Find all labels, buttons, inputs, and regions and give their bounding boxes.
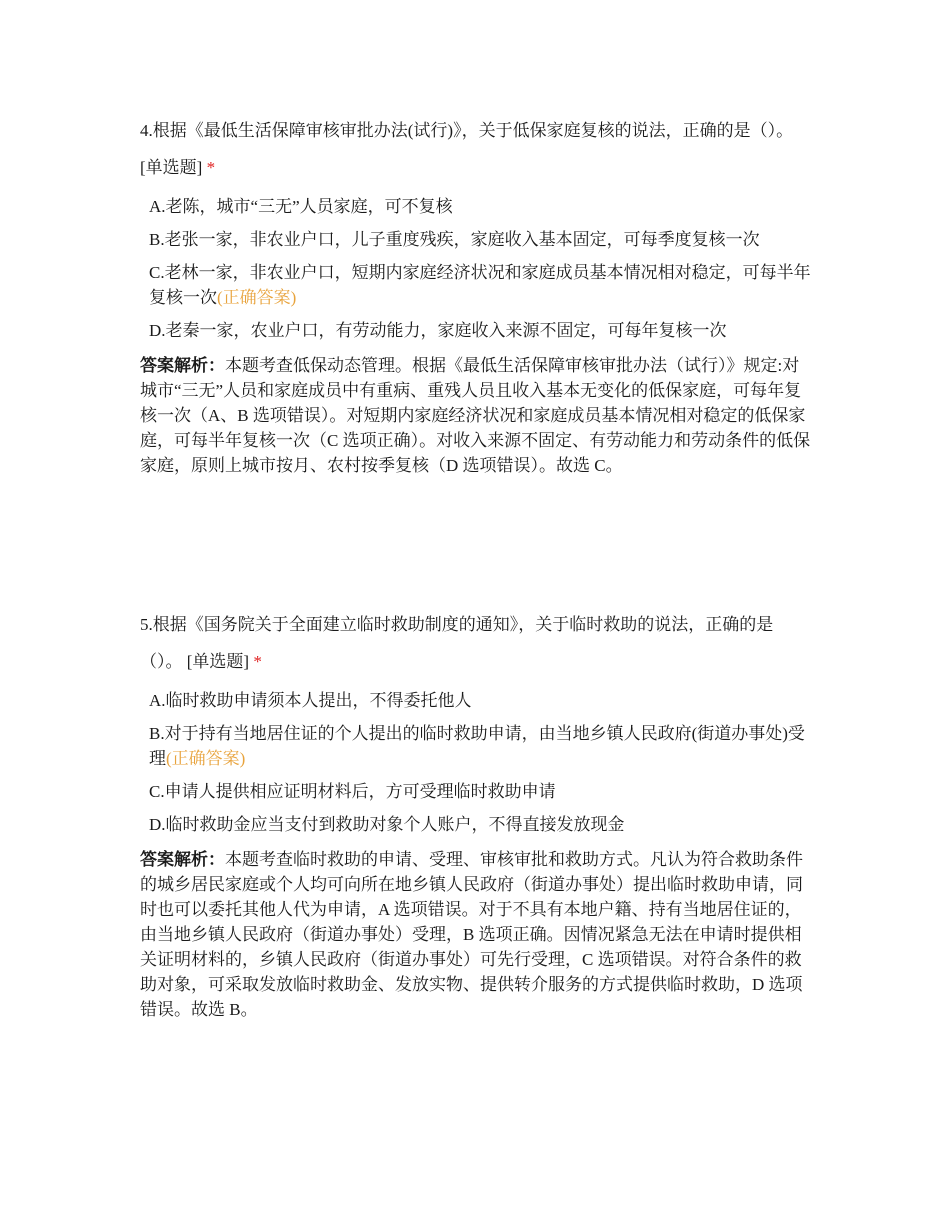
option-list <box>149 194 812 343</box>
option-d[interactable] <box>149 318 812 343</box>
question-stem <box>140 606 812 680</box>
analysis-text: 本题考查临时救助的申请、受理、审核审批和救助方式。凡认为符合救助条件的城乡居民家庭或个人均可向所在地乡镇人民政府（街道办事处）提出临时救助申请，同时也可以委托其他人代为申请，A 选项错误。对于不具有本地户籍、持有当地居住证的，由当地乡镇人民政府（街道办事处）受理，B 选项正确。因情况紧急无法在申请时提供相关证明材料的，乡镇人民政府（街道办事处）可先行受理，C 选项错误。对符合条件的救助对象，可采取发放临时救助金、发放实物、提供转介服务的方式提供临时救助，D 选项错误。故选 B。 <box>140 850 803 1019</box>
option-list <box>149 688 812 837</box>
option-a[interactable] <box>149 194 812 219</box>
question-stem <box>140 112 812 186</box>
option-a[interactable] <box>149 688 812 713</box>
analysis-text: 本题考查低保动态管理。根据《最低生活保障审核审批办法（试行）》规定:对城市“三无”人员和家庭成员中有重病、重残人员且收入基本无变化的低保家庭，可每年复核一次（A、B 选项错误）。对短期内家庭经济状况和家庭成员基本情况相对稳定的低保家庭，可每半年复核一次（C 选项正确）。对收入来源不固定、有劳动能力和劳动条件的低保家庭，原则上城市按月、农村按季复核（D 选项错误）。故选 C。 <box>140 356 811 475</box>
option-c[interactable] <box>149 779 812 804</box>
option-text: A.老陈，城市“三无”人员家庭，可不复核 <box>149 197 453 216</box>
option-text: B.老张一家，非农业户口，儿子重度残疾，家庭收入基本固定，可每季度复核一次 <box>149 230 760 249</box>
correct-answer-tag: (正确答案) <box>166 749 246 768</box>
option-text: C.申请人提供相应证明材料后，方可受理临时救助申请 <box>149 782 556 801</box>
option-text: C.老林一家，非农业户口，短期内家庭经济状况和家庭成员基本情况相对稳定，可每半年复核一次 <box>149 263 811 307</box>
option-c[interactable] <box>149 260 812 310</box>
option-text: A.临时救助申请须本人提出，不得委托他人 <box>149 691 472 710</box>
analysis-label: 答案解析： <box>140 356 225 375</box>
option-b[interactable] <box>149 227 812 252</box>
analysis-label: 答案解析： <box>140 850 225 869</box>
required-mark: * <box>206 158 216 177</box>
question-text: 4.根据《最低生活保障审核审批办法(试行)》，关于低保家庭复核的说法，正确的是（）。 <box>140 121 794 140</box>
option-text: D.老秦一家，农业户口，有劳动能力，家庭收入来源不固定，可每年复核一次 <box>149 321 727 340</box>
answer-analysis <box>140 847 812 1022</box>
option-text: B.对于持有当地居住证的个人提出的临时救助申请，由当地乡镇人民政府(街道办事处)受理 <box>149 724 805 768</box>
required-mark: * <box>253 652 262 671</box>
option-text: D.临时救助金应当支付到救助对象个人账户，不得直接发放现金 <box>149 815 625 834</box>
question-type-tag: [单选题] <box>140 158 203 177</box>
question-block <box>140 112 812 478</box>
correct-answer-tag: (正确答案) <box>217 288 297 307</box>
answer-analysis <box>140 353 812 478</box>
question-block <box>140 606 812 1022</box>
question-text: 5.根据《国务院关于全面建立临时救助制度的通知》，关于临时救助的说法，正确的是（）。 <box>140 615 774 671</box>
option-b[interactable] <box>149 721 812 771</box>
option-d[interactable] <box>149 812 812 837</box>
question-type-tag: [单选题] <box>186 652 250 671</box>
